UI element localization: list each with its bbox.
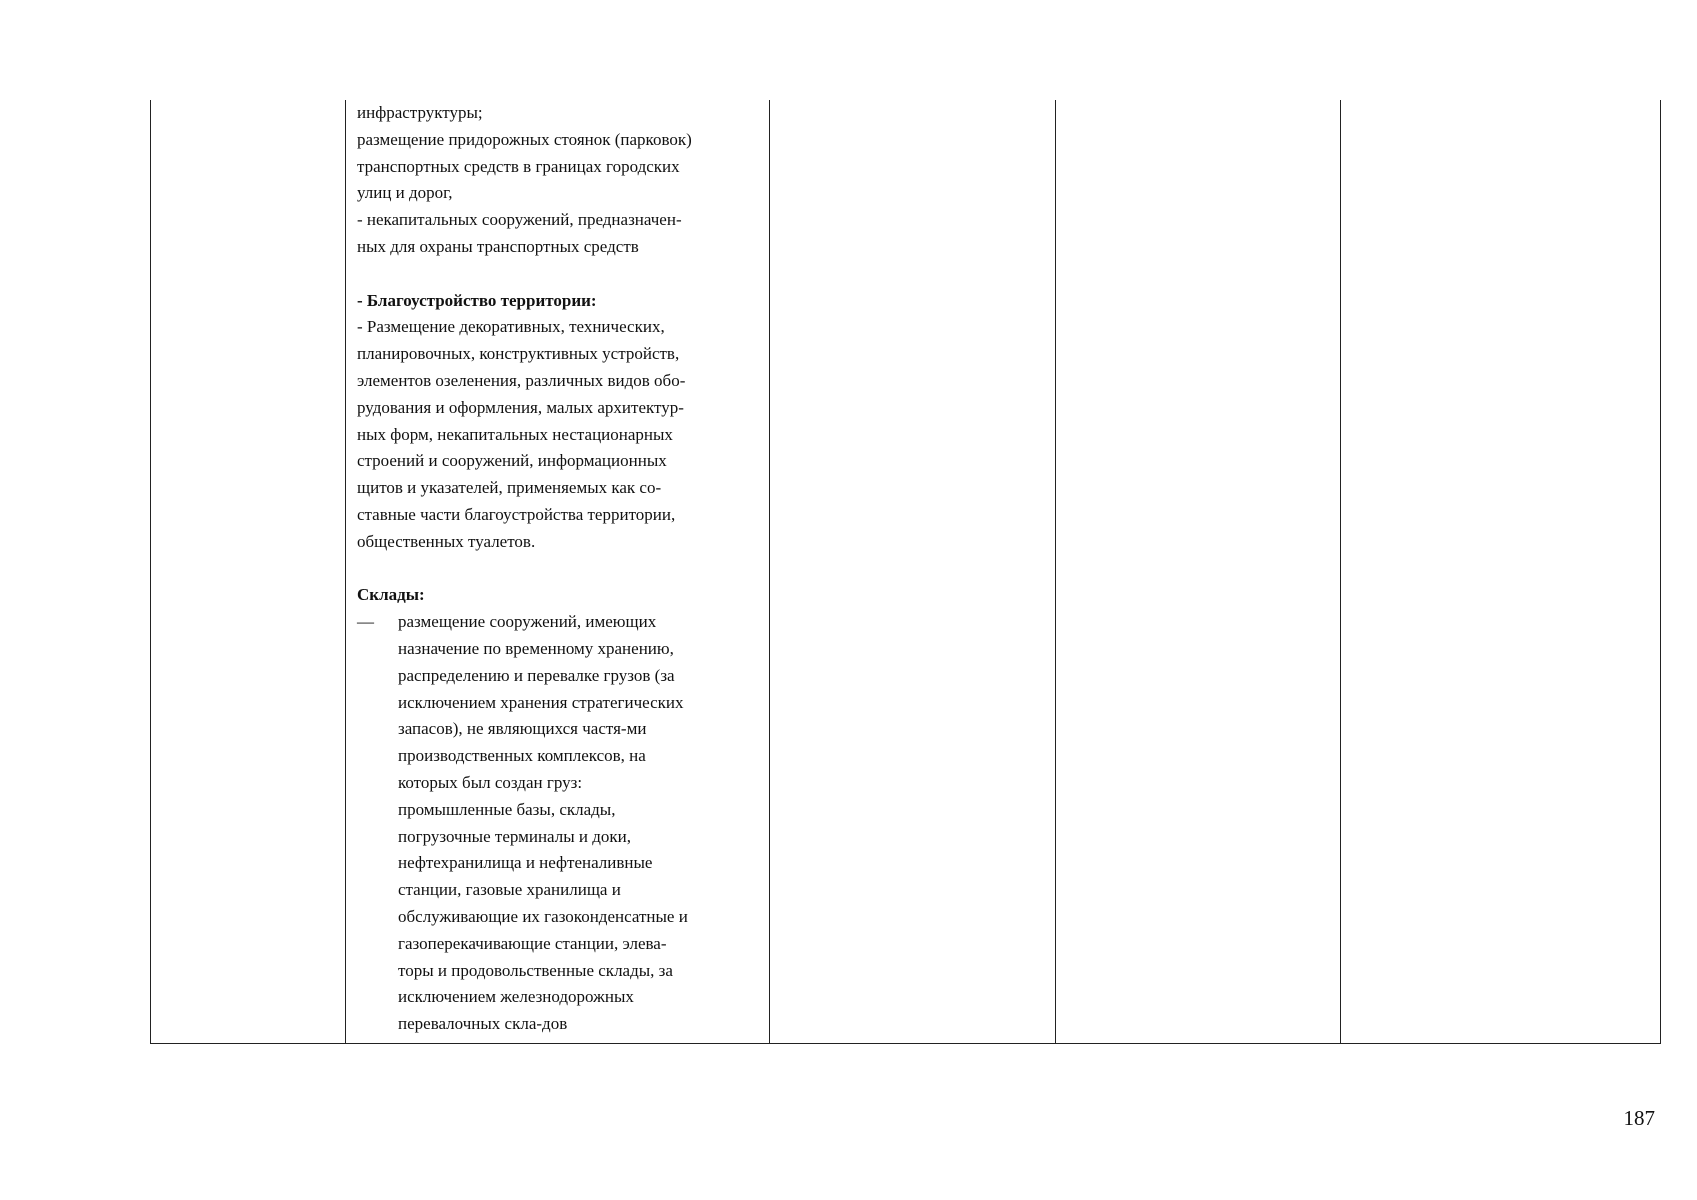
text-line: ных для охраны транспортных средств bbox=[357, 236, 639, 256]
table-column-4 bbox=[1056, 100, 1341, 1043]
text-line: назначение по временному хранению, bbox=[398, 638, 674, 658]
text-line: промышленные базы, склады, bbox=[398, 799, 616, 819]
text-line: распределению и перевалке грузов (за bbox=[398, 665, 675, 685]
text-line: обслуживающие их газоконденсатные и bbox=[398, 906, 688, 926]
text-line: погрузочные терминалы и доки, bbox=[398, 826, 632, 846]
text-line: строений и сооружений, информационных bbox=[357, 451, 667, 471]
text-line: - некапитальных сооружений, предназначен- bbox=[357, 210, 682, 230]
table-column-5 bbox=[1341, 100, 1660, 1043]
table-column-1 bbox=[151, 100, 346, 1043]
blank-line bbox=[357, 261, 759, 288]
list-dash: — bbox=[357, 612, 374, 632]
text-line: исключением хранения стратегических bbox=[398, 692, 684, 712]
text-line: исключением железнодорожных bbox=[398, 987, 634, 1007]
text-line: нефтехранилища и нефтеналивные bbox=[398, 853, 653, 873]
text-line: размещение сооружений, имеющих bbox=[398, 612, 657, 632]
text-line: щитов и указателей, применяемых как со- bbox=[357, 478, 662, 498]
text-line: транспортных средств в границах городских bbox=[357, 156, 680, 176]
text-line: - Размещение декоративных, технических, bbox=[357, 317, 665, 337]
text-line: которых был создан груз: bbox=[398, 772, 583, 792]
text-line: рудования и оформления, малых архитектур- bbox=[357, 397, 684, 417]
text-line: запасов), не являющихся частя-ми bbox=[398, 719, 647, 739]
text-line: планировочных, конструктивных устройств, bbox=[357, 344, 680, 364]
section-heading-improvement: - Благоустройство территории: bbox=[357, 290, 597, 310]
text-line: улиц и дорог, bbox=[357, 183, 453, 203]
text-line: общественных туалетов. bbox=[357, 531, 536, 551]
page-number: 187 bbox=[1623, 1106, 1655, 1130]
text-line: перевалочных скла-дов bbox=[398, 1014, 568, 1034]
blank-line bbox=[357, 556, 759, 583]
list-item-body bbox=[398, 609, 759, 1038]
text-line: станции, газовые хранилища и bbox=[398, 880, 621, 900]
text-line: газоперекачивающие станции, элева- bbox=[398, 933, 667, 953]
table-column-3 bbox=[770, 100, 1056, 1043]
text-line: торы и продовольственные склады, за bbox=[398, 960, 673, 980]
text-line: ных форм, некапитальных нестационарных bbox=[357, 424, 673, 444]
text-line: производственных комплексов, на bbox=[398, 746, 646, 766]
list-item bbox=[357, 609, 759, 1038]
table-column-2 bbox=[346, 100, 770, 1043]
text-line: размещение придорожных стоянок (парковок) bbox=[357, 129, 692, 149]
text-line: ставные части благоустройства территории, bbox=[357, 504, 676, 524]
text-line: элементов озеленения, различных видов обо- bbox=[357, 370, 686, 390]
section-heading-warehouses: Склады: bbox=[357, 585, 425, 605]
text-line: инфраструктуры; bbox=[357, 103, 483, 122]
table-fragment bbox=[150, 100, 1661, 1044]
